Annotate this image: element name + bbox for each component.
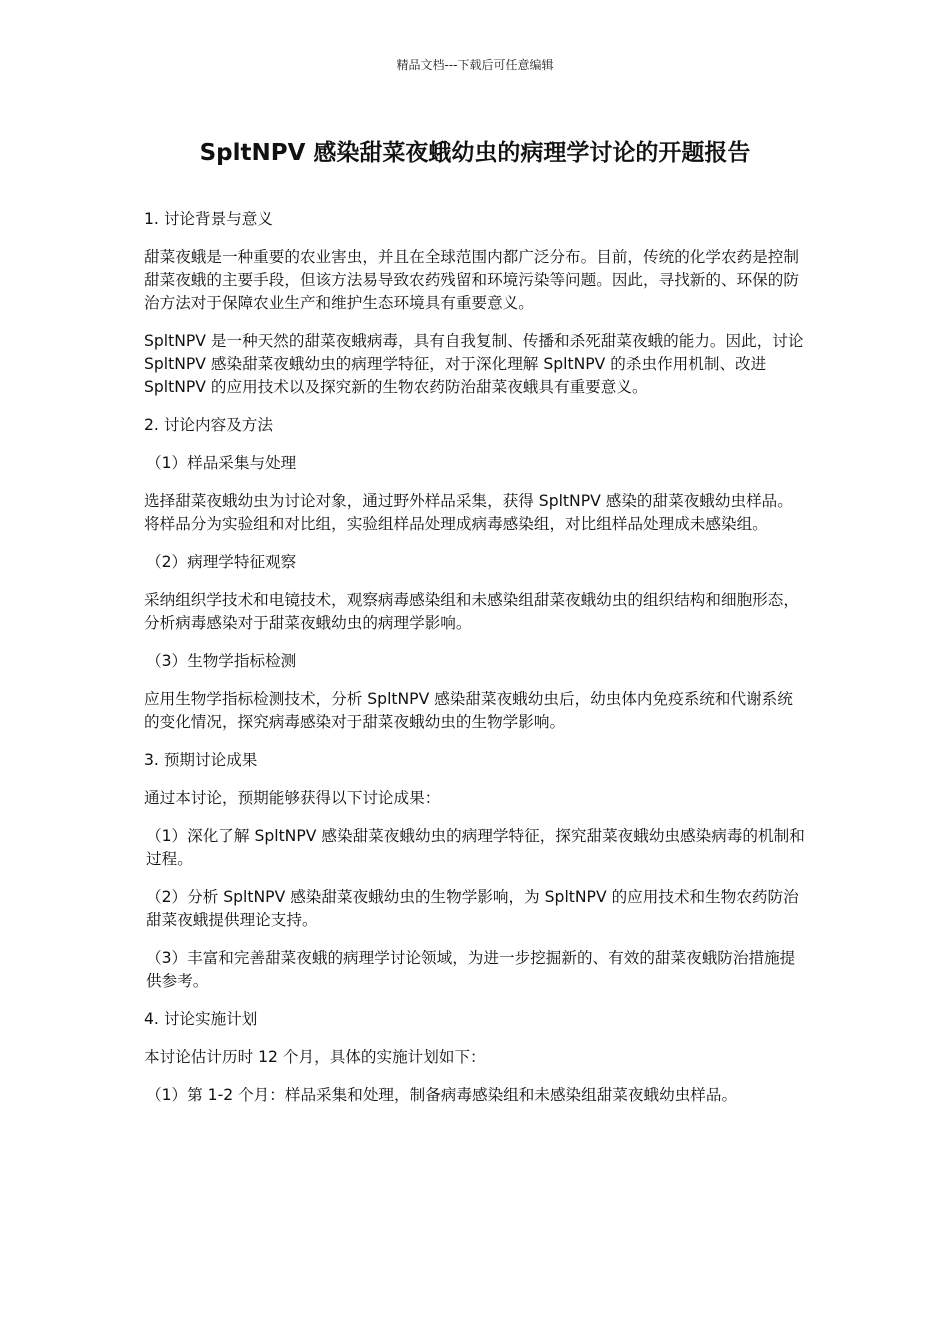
paragraph-plan-intro: 本讨论估计历时 12 个月，具体的实施计划如下：: [144, 1048, 486, 1066]
list-item-plan-1: （1）第 1-2 个月：样品采集和处理，制备病毒感染组和未感染组甜菜夜蛾幼虫样品。: [146, 1086, 738, 1104]
subheading-sampling: （1）样品采集与处理: [146, 454, 297, 472]
document-title: SpltNPV 感染甜菜夜蛾幼虫的病理学讨论的开题报告: [199, 140, 751, 166]
section-heading-background: 1. 讨论背景与意义: [144, 210, 273, 228]
section-heading-plan: 4. 讨论实施计划: [144, 1010, 258, 1028]
list-item-expected-1: （1）深化了解 SpltNPV 感染甜菜夜蛾幼虫的病理学特征，探究甜菜夜蛾幼虫感染病毒的机制和过程。: [146, 827, 805, 868]
paragraph-background-1: 甜菜夜蛾是一种重要的农业害虫，并且在全球范围内都广泛分布。目前，传统的化学农药是控制甜菜夜蛾的主要手段，但该方法易导致农药残留和环境污染等问题。因此，寻找新的、环保的防治方法对于保障农业生产和维护生态环境具有重要意义。: [144, 248, 799, 312]
document-body: [144, 208, 806, 1122]
list-item-expected-2: （2）分析 SpltNPV 感染甜菜夜蛾幼虫的生物学影响，为 SpltNPV 的应用技术和生物农药防治甜菜夜蛾提供理论支持。: [146, 888, 799, 929]
list-item-expected-3: （3）丰富和完善甜菜夜蛾的病理学讨论领域，为进一步挖掘新的、有效的甜菜夜蛾防治措施提供参考。: [146, 949, 796, 990]
subheading-pathology: （2）病理学特征观察: [146, 553, 297, 571]
paragraph-pathology: 采纳组织学技术和电镜技术，观察病毒感染组和未感染组甜菜夜蛾幼虫的组织结构和细胞形态，分析病毒感染对于甜菜夜蛾幼虫的病理学影响。: [144, 591, 799, 632]
paragraph-expected-intro: 通过本讨论，预期能够获得以下讨论成果：: [144, 789, 441, 807]
paragraph-background-2: SpltNPV 是一种天然的甜菜夜蛾病毒，具有自我复制、传播和杀死甜菜夜蛾的能力。因此，讨论 SpltNPV 感染甜菜夜蛾幼虫的病理学特征，对于深化理解 SpltNPV 的杀虫作用机制、改进 SpltNPV 的应用技术以及探究新的生物农药防治甜菜夜蛾具有重要意义。: [144, 332, 804, 396]
subheading-biomarkers: （3）生物学指标检测: [146, 652, 297, 670]
paragraph-sampling: 选择甜菜夜蛾幼虫为讨论对象，通过野外样品采集，获得 SpltNPV 感染的甜菜夜蛾幼虫样品。将样品分为实验组和对比组，实验组样品处理成病毒感染组，对比组样品处理成未感染组。: [144, 492, 793, 533]
header-note: 精品文档---下载后可任意编辑: [396, 58, 554, 72]
paragraph-biomarkers: 应用生物学指标检测技术，分析 SpltNPV 感染甜菜夜蛾幼虫后，幼虫体内免疫系统和代谢系统的变化情况，探究病毒感染对于甜菜夜蛾幼虫的生物学影响。: [144, 690, 793, 731]
section-heading-content-methods: 2. 讨论内容及方法: [144, 416, 273, 434]
section-heading-expected-results: 3. 预期讨论成果: [144, 751, 258, 769]
